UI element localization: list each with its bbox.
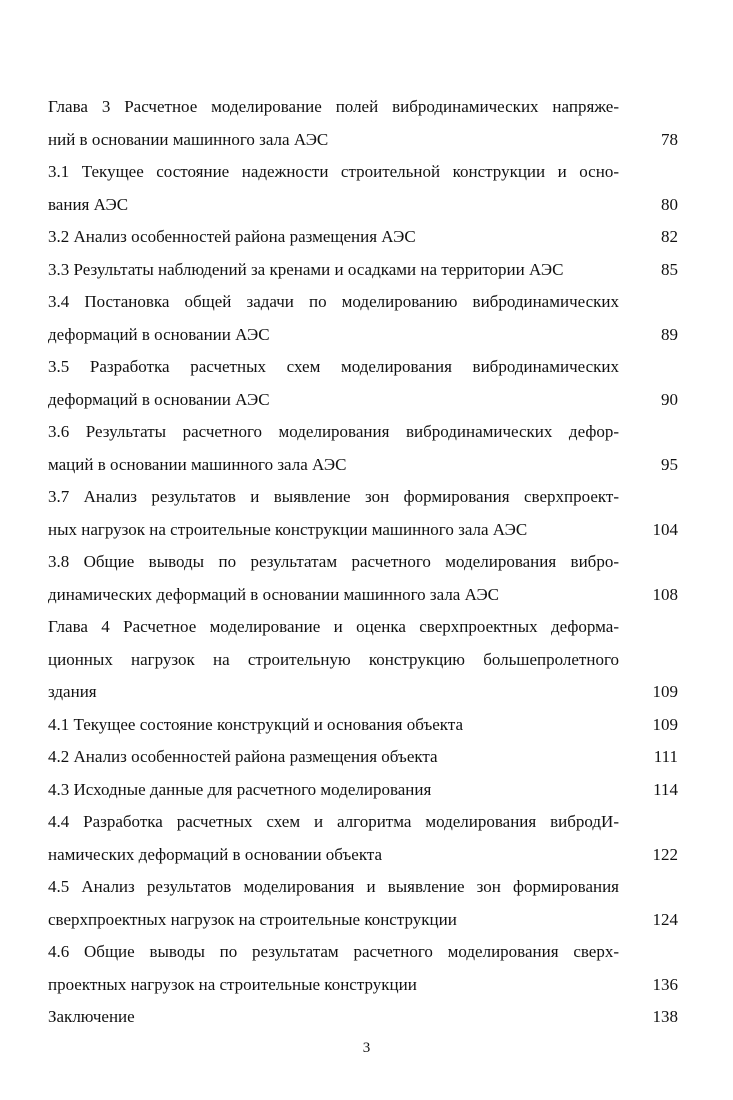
- toc-page-number: 138: [652, 1007, 678, 1026]
- toc-entry-text: ционных нагрузок на строительную конструкцию большепролетного: [48, 649, 619, 669]
- toc-page-number: 109: [652, 682, 678, 701]
- toc-line: [48, 351, 678, 384]
- toc-page-number: 111: [653, 747, 678, 766]
- page-number: 3: [362, 1040, 371, 1056]
- toc-line: [48, 124, 678, 157]
- toc-line: [48, 709, 678, 742]
- toc-entry-text: 4.1 Текущее состояние конструкций и основания объекта: [48, 714, 463, 734]
- toc-entry-text: 3.1 Текущее состояние надежности строительной конструкции и осно-: [48, 162, 619, 181]
- toc-line: [48, 839, 678, 872]
- toc-line: [48, 546, 678, 579]
- toc-line: [48, 286, 678, 319]
- toc-line: [48, 221, 678, 254]
- toc-line: [48, 481, 678, 514]
- toc-line: [48, 384, 678, 417]
- toc-line: [48, 969, 678, 1002]
- toc-line: [48, 449, 678, 482]
- toc-entry-text: 4.6 Общие выводы по результатам расчетного моделирования сверх-: [48, 942, 619, 961]
- toc-line: [48, 676, 678, 709]
- toc-entry-text: Заключение: [48, 1007, 135, 1026]
- toc-entry-text: Глава 3 Расчетное моделирование полей вибродинамических напряже-: [48, 97, 619, 116]
- toc-page-number: 136: [652, 974, 678, 994]
- toc-line: [48, 774, 678, 807]
- toc-page-number: 104: [652, 519, 678, 539]
- toc-page-number: 80: [661, 194, 678, 214]
- toc-entry-text: Глава 4 Расчетное моделирование и оценка сверхпроектных деформа-: [48, 617, 619, 636]
- toc-entry-text: здания: [48, 682, 97, 701]
- toc-entry-text: 4.4 Разработка расчетных схем и алгоритма моделирования вибродИ-: [48, 812, 619, 831]
- toc-page-number: 114: [653, 779, 678, 799]
- toc-line: [48, 319, 678, 352]
- toc-line: [48, 611, 678, 644]
- toc-entry-text: 4.2 Анализ особенностей района размещения объекта: [48, 747, 438, 766]
- toc-entry-text: 3.4 Постановка общей задачи по моделированию вибродинамических: [48, 292, 619, 311]
- toc-entry-text: деформаций в основании АЭС: [48, 324, 270, 344]
- toc-line: [48, 189, 678, 222]
- toc-line: [48, 416, 678, 449]
- toc-entry-text: 3.2 Анализ особенностей района размещения АЭС: [48, 227, 416, 246]
- toc-entry-text: 3.8 Общие выводы по результатам расчетного моделирования вибро-: [48, 552, 619, 571]
- toc-entry-text: 3.5 Разработка расчетных схем моделирования вибродинамических: [48, 357, 619, 376]
- toc-line: [48, 904, 678, 937]
- toc-page-number: 85: [661, 259, 678, 279]
- toc-entry-text: вания АЭС: [48, 194, 129, 214]
- toc-entry-text: деформаций в основании АЭС: [48, 389, 270, 409]
- toc-page-number: 109: [652, 714, 678, 734]
- toc-page-number: 78: [661, 129, 678, 149]
- toc-page-number: 89: [661, 324, 678, 344]
- toc-entry-text: сверхпроектных нагрузок на строительные конструкции: [48, 909, 457, 929]
- toc-page-number: 124: [652, 909, 678, 929]
- toc-line: [48, 741, 678, 774]
- toc-line: [48, 514, 678, 547]
- toc-entry-text: ний в основании машинного зала АЭС: [48, 129, 329, 149]
- toc-entry-text: 4.3 Исходные данные для расчетного моделирования: [48, 779, 432, 799]
- toc-page-number: 108: [652, 584, 678, 604]
- toc-entry-text: динамических деформаций в основании машинного зала АЭС: [48, 584, 500, 604]
- toc-entry-text: 4.5 Анализ результатов моделирования и выявление зон формирования: [48, 877, 619, 896]
- toc-entry-text: 3.7 Анализ результатов и выявление зон формирования сверхпроект-: [48, 487, 619, 506]
- table-of-contents: [48, 91, 678, 1034]
- toc-entry-text: намических деформаций в основании объекта: [48, 844, 383, 864]
- toc-line: [48, 806, 678, 839]
- toc-line: [48, 1001, 678, 1034]
- toc-page-number: 82: [661, 227, 678, 246]
- toc-page-number: 90: [661, 389, 678, 409]
- toc-page-number: 95: [661, 454, 678, 474]
- toc-line: [48, 254, 678, 287]
- toc-line: [48, 936, 678, 969]
- toc-line: [48, 91, 678, 124]
- toc-entry-text: 3.6 Результаты расчетного моделирования вибродинамических дефор-: [48, 422, 619, 441]
- toc-line: [48, 871, 678, 904]
- toc-line: [48, 644, 678, 677]
- toc-entry-text: проектных нагрузок на строительные конструкции: [48, 974, 417, 994]
- toc-entry-text: ных нагрузок на строительные конструкции машинного зала АЭС: [48, 519, 528, 539]
- toc-line: [48, 579, 678, 612]
- toc-entry-text: маций в основании машинного зала АЭС: [48, 454, 347, 474]
- toc-line: [48, 156, 678, 189]
- toc-entry-text: 3.3 Результаты наблюдений за кренами и осадками на территории АЭС: [48, 259, 564, 279]
- toc-page-number: 122: [652, 844, 678, 864]
